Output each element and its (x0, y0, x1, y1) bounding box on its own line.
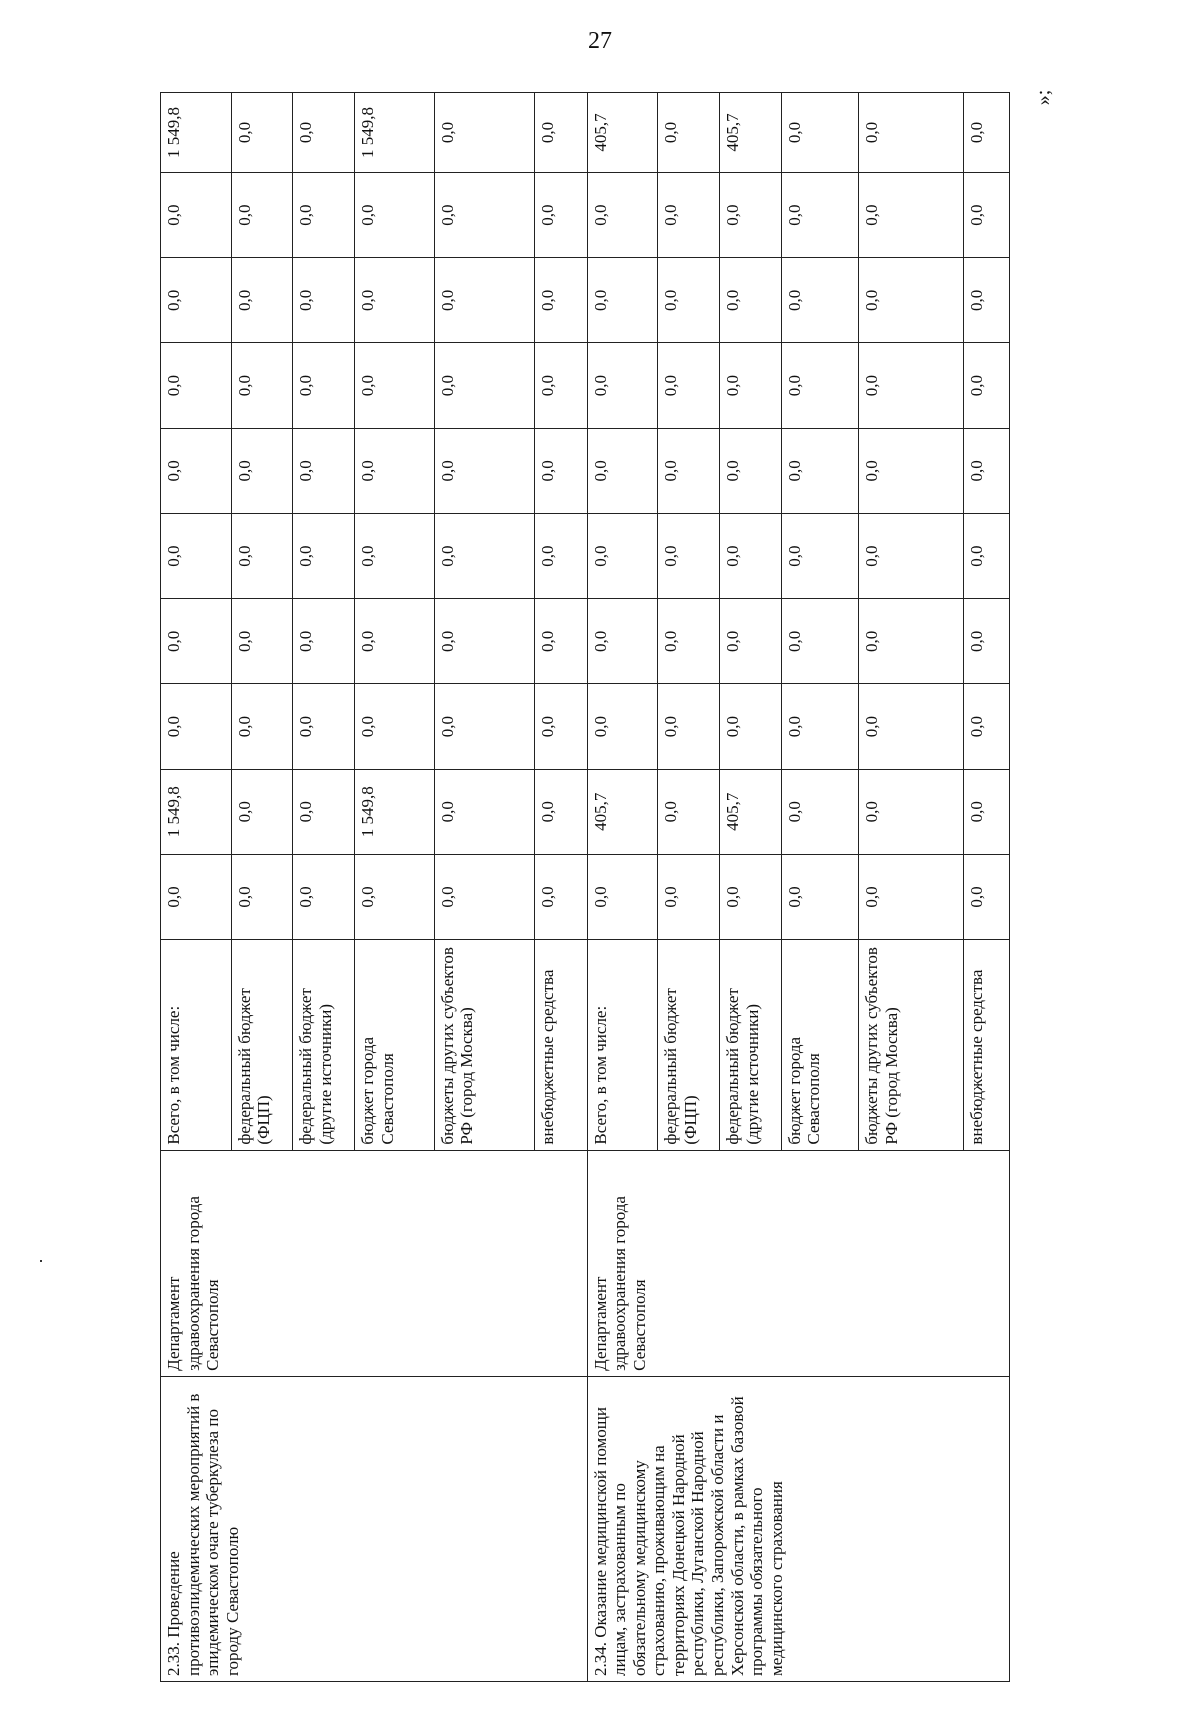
amount-cell: 0,0 (535, 343, 587, 428)
funding-source: внебюджетные средства (535, 940, 587, 1150)
amount-cell: 0,0 (781, 769, 859, 854)
amount-cell: 0,0 (781, 343, 859, 428)
amount-cell: 0,0 (781, 93, 859, 173)
amount-cell: 0,0 (859, 684, 964, 769)
amount-cell: 0,0 (354, 428, 434, 513)
amount-cell: 0,0 (434, 769, 534, 854)
amount-cell: 0,0 (587, 428, 658, 513)
amount-cell: 0,0 (434, 513, 534, 598)
amount-cell: 1 549,8 (161, 769, 232, 854)
amount-cell: 0,0 (354, 258, 434, 343)
amount-cell: 0,0 (293, 769, 355, 854)
amount-cell: 0,0 (658, 258, 720, 343)
amount-cell: 0,0 (964, 513, 1010, 598)
amount-cell: 0,0 (859, 428, 964, 513)
amount-cell: 0,0 (781, 258, 859, 343)
amount-cell: 405,7 (720, 93, 782, 173)
rotated-table-frame (160, 92, 1010, 1682)
amount-cell: 0,0 (535, 428, 587, 513)
amount-cell: 0,0 (964, 258, 1010, 343)
corner-mark: »; (1032, 89, 1055, 106)
amount-cell: 405,7 (587, 93, 658, 173)
amount-cell: 405,7 (720, 769, 782, 854)
amount-cell: 0,0 (658, 343, 720, 428)
amount-cell: 1 549,8 (354, 93, 434, 173)
amount-cell: 0,0 (720, 428, 782, 513)
amount-cell: 0,0 (535, 684, 587, 769)
amount-cell: 0,0 (781, 513, 859, 598)
amount-cell: 0,0 (161, 343, 232, 428)
amount-cell: 0,0 (434, 173, 534, 258)
funding-source: федеральный бюджет (ФЦП) (231, 940, 293, 1150)
amount-cell: 1 549,8 (161, 93, 232, 173)
amount-cell: 0,0 (231, 173, 293, 258)
amount-cell: 0,0 (293, 599, 355, 684)
funding-source: федеральный бюджет (другие источники) (720, 940, 782, 1150)
amount-cell: 0,0 (161, 684, 232, 769)
amount-cell: 0,0 (293, 93, 355, 173)
funding-source: внебюджетные средства (964, 940, 1010, 1150)
amount-cell: 0,0 (964, 854, 1010, 939)
amount-cell: 0,0 (231, 258, 293, 343)
amount-cell: 0,0 (658, 513, 720, 598)
amount-cell: 0,0 (964, 769, 1010, 854)
amount-cell: 0,0 (354, 599, 434, 684)
amount-cell: 0,0 (293, 513, 355, 598)
task-description: 2.33. Проведение противоэпидемических мероприятий в эпидемическом очаге туберкулеза по городу Севастополю (161, 1376, 588, 1681)
amount-cell: 0,0 (293, 684, 355, 769)
amount-cell: 0,0 (434, 428, 534, 513)
funding-source: Всего, в том числе: (587, 940, 658, 1150)
amount-cell: 0,0 (434, 93, 534, 173)
amount-cell: 0,0 (859, 513, 964, 598)
amount-cell: 0,0 (658, 599, 720, 684)
amount-cell: 0,0 (720, 513, 782, 598)
amount-cell: 0,0 (231, 513, 293, 598)
amount-cell: 0,0 (354, 343, 434, 428)
amount-cell: 0,0 (964, 93, 1010, 173)
amount-cell: 0,0 (781, 428, 859, 513)
amount-cell: 0,0 (231, 854, 293, 939)
amount-cell: 0,0 (859, 769, 964, 854)
amount-cell: 0,0 (161, 599, 232, 684)
amount-cell: 0,0 (161, 854, 232, 939)
amount-cell: 0,0 (161, 258, 232, 343)
budget-table (160, 92, 1010, 1682)
amount-cell: 0,0 (161, 173, 232, 258)
amount-cell: 0,0 (964, 173, 1010, 258)
amount-cell: 0,0 (587, 343, 658, 428)
amount-cell: 0,0 (535, 599, 587, 684)
amount-cell: 0,0 (720, 343, 782, 428)
amount-cell: 0,0 (720, 684, 782, 769)
amount-cell: 0,0 (161, 428, 232, 513)
amount-cell: 0,0 (781, 854, 859, 939)
amount-cell: 0,0 (859, 599, 964, 684)
amount-cell: 0,0 (231, 428, 293, 513)
amount-cell: 0,0 (231, 93, 293, 173)
amount-cell: 0,0 (535, 258, 587, 343)
amount-cell: 0,0 (720, 258, 782, 343)
amount-cell: 0,0 (535, 769, 587, 854)
amount-cell: 0,0 (231, 343, 293, 428)
table-row (161, 93, 232, 1682)
amount-cell: 0,0 (587, 599, 658, 684)
funding-source: бюджеты других субъектов РФ (город Москва) (434, 940, 534, 1150)
amount-cell: 0,0 (720, 599, 782, 684)
rotated-table-wrapper (160, 92, 1010, 1682)
amount-cell: 0,0 (859, 343, 964, 428)
amount-cell: 0,0 (293, 343, 355, 428)
amount-cell: 0,0 (434, 343, 534, 428)
amount-cell: 0,0 (231, 599, 293, 684)
amount-cell: 0,0 (587, 684, 658, 769)
amount-cell: 0,0 (434, 684, 534, 769)
amount-cell: 0,0 (781, 173, 859, 258)
amount-cell: 0,0 (293, 258, 355, 343)
amount-cell: 0,0 (964, 599, 1010, 684)
executor: Департамент здравоохранения города Севастополя (161, 1150, 588, 1376)
amount-cell: 0,0 (859, 258, 964, 343)
amount-cell: 0,0 (535, 854, 587, 939)
amount-cell: 0,0 (535, 173, 587, 258)
amount-cell: 0,0 (964, 684, 1010, 769)
amount-cell: 0,0 (658, 854, 720, 939)
funding-source: Всего, в том числе: (161, 940, 232, 1150)
amount-cell: 0,0 (354, 854, 434, 939)
amount-cell: 0,0 (535, 513, 587, 598)
amount-cell: 0,0 (231, 769, 293, 854)
amount-cell: 0,0 (434, 258, 534, 343)
amount-cell: 0,0 (658, 769, 720, 854)
amount-cell: 0,0 (293, 854, 355, 939)
funding-source: бюджет города Севастополя (354, 940, 434, 1150)
amount-cell: 0,0 (587, 173, 658, 258)
amount-cell: 0,0 (354, 173, 434, 258)
amount-cell: 0,0 (859, 93, 964, 173)
amount-cell: 0,0 (658, 173, 720, 258)
amount-cell: 0,0 (231, 684, 293, 769)
amount-cell: 0,0 (964, 343, 1010, 428)
funding-source: бюджеты других субъектов РФ (город Москва) (859, 940, 964, 1150)
amount-cell: 0,0 (434, 854, 534, 939)
amount-cell: 0,0 (293, 173, 355, 258)
page-number: 27 (588, 28, 612, 54)
executor: Департамент здравоохранения города Севастополя (587, 1150, 1009, 1376)
amount-cell: 0,0 (658, 684, 720, 769)
amount-cell: 0,0 (587, 854, 658, 939)
amount-cell: 0,0 (587, 513, 658, 598)
amount-cell: 0,0 (658, 428, 720, 513)
amount-cell: 0,0 (434, 599, 534, 684)
amount-cell: 0,0 (781, 599, 859, 684)
amount-cell: 0,0 (781, 684, 859, 769)
funding-source: федеральный бюджет (ФЦП) (658, 940, 720, 1150)
amount-cell: 0,0 (354, 684, 434, 769)
funding-source: бюджет города Севастополя (781, 940, 859, 1150)
amount-cell: 0,0 (587, 258, 658, 343)
amount-cell: 0,0 (720, 854, 782, 939)
amount-cell: 0,0 (964, 428, 1010, 513)
amount-cell: 0,0 (859, 173, 964, 258)
amount-cell: 0,0 (859, 854, 964, 939)
amount-cell: 0,0 (720, 173, 782, 258)
stray-dot (40, 1260, 42, 1262)
funding-source: федеральный бюджет (другие источники) (293, 940, 355, 1150)
amount-cell: 0,0 (293, 428, 355, 513)
amount-cell: 0,0 (658, 93, 720, 173)
amount-cell: 0,0 (161, 513, 232, 598)
task-description: 2.34. Оказание медицинской помощи лицам, застрахованным по обязательному медицинскому страхованию, проживающим на территориях Донецкой Народной республики, Луганской Народной республики, Запорожской области и Херсонской области, в рамках базовой программы обязательного медицинского страхования (587, 1376, 1009, 1681)
amount-cell: 1 549,8 (354, 769, 434, 854)
table-row (587, 93, 658, 1682)
amount-cell: 405,7 (587, 769, 658, 854)
amount-cell: 0,0 (535, 93, 587, 173)
amount-cell: 0,0 (354, 513, 434, 598)
